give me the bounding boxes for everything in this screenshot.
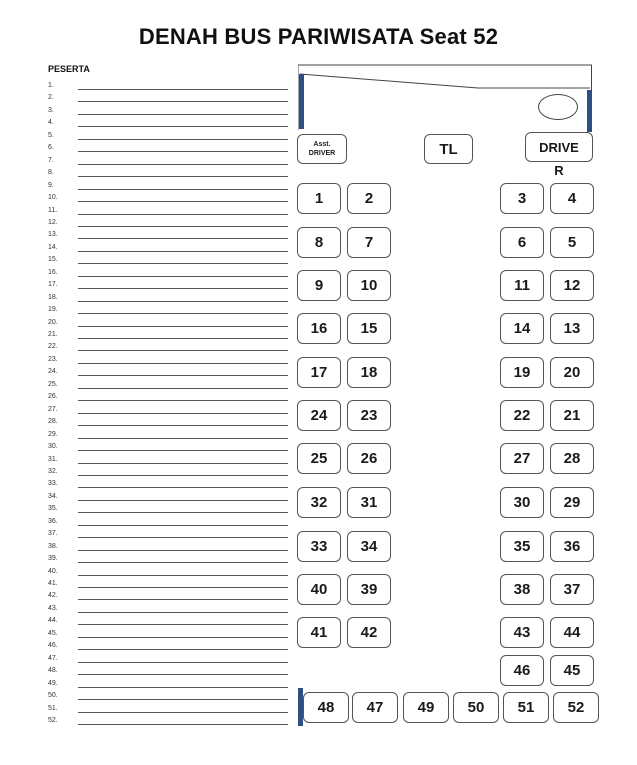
- peserta-row: [48, 655, 288, 665]
- peserta-name-field[interactable]: [78, 139, 288, 140]
- seat[interactable]: 18: [347, 357, 391, 388]
- peserta-name-field[interactable]: [78, 512, 288, 513]
- peserta-row-number: 37.: [48, 530, 58, 538]
- seat[interactable]: 5: [550, 227, 594, 258]
- peserta-row: [48, 244, 288, 254]
- peserta-row-number: 17.: [48, 281, 58, 289]
- seat[interactable]: 46: [500, 655, 544, 686]
- peserta-row-number: 43.: [48, 604, 58, 612]
- seat[interactable]: 10: [347, 270, 391, 301]
- peserta-row-number: 25.: [48, 380, 58, 388]
- seat[interactable]: 24: [297, 400, 341, 431]
- driver-seat-group: [525, 132, 593, 178]
- peserta-row: [48, 605, 288, 615]
- peserta-row-number: 45.: [48, 629, 58, 637]
- peserta-row-number: 27.: [48, 405, 58, 413]
- peserta-row: [48, 431, 288, 441]
- seat[interactable]: 45: [550, 655, 594, 686]
- asst-driver-label-line2: DRIVER: [308, 150, 336, 157]
- peserta-row-number: 46.: [48, 642, 58, 650]
- driver-label-suffix: R: [554, 163, 564, 178]
- seat[interactable]: 32: [297, 487, 341, 518]
- seat[interactable]: 28: [550, 443, 594, 474]
- peserta-row-number: 36.: [48, 517, 58, 525]
- peserta-row: [48, 269, 288, 279]
- peserta-row-number: 34.: [48, 492, 58, 500]
- peserta-row-number: 42.: [48, 592, 58, 600]
- peserta-name-field[interactable]: [78, 89, 288, 90]
- peserta-row-number: 5.: [48, 131, 54, 139]
- peserta-name-field[interactable]: [78, 550, 288, 551]
- peserta-row: [48, 343, 288, 353]
- seat[interactable]: 40: [297, 574, 341, 605]
- seat[interactable]: 42: [347, 617, 391, 648]
- peserta-name-field[interactable]: [78, 114, 288, 115]
- peserta-name-field[interactable]: [78, 313, 288, 314]
- seat[interactable]: 47: [352, 692, 398, 723]
- peserta-row: [48, 468, 288, 478]
- seat[interactable]: 7: [347, 227, 391, 258]
- peserta-name-field[interactable]: [78, 525, 288, 526]
- peserta-row: [48, 157, 288, 167]
- seat[interactable]: 29: [550, 487, 594, 518]
- peserta-row: [48, 381, 288, 391]
- seat[interactable]: 16: [297, 313, 341, 344]
- peserta-row: [48, 82, 288, 92]
- tl-seat[interactable]: TL: [424, 134, 473, 164]
- peserta-row: [48, 182, 288, 192]
- peserta-row: [48, 194, 288, 204]
- peserta-row-number: 11.: [48, 206, 58, 214]
- peserta-name-field[interactable]: [78, 301, 288, 302]
- peserta-name-field[interactable]: [78, 674, 288, 675]
- peserta-name-field[interactable]: [78, 288, 288, 289]
- peserta-row-number: 32.: [48, 467, 58, 475]
- peserta-row-number: 51.: [48, 704, 58, 712]
- peserta-name-field[interactable]: [78, 624, 288, 625]
- page-title: DENAH BUS PARIWISATA Seat 52: [138, 24, 499, 49]
- peserta-row-number: 40.: [48, 567, 58, 575]
- peserta-row: [48, 518, 288, 528]
- peserta-name-field[interactable]: [78, 338, 288, 339]
- peserta-row-number: 13.: [48, 231, 58, 239]
- peserta-row: [48, 393, 288, 403]
- peserta-name-field[interactable]: [78, 350, 288, 351]
- peserta-row: [48, 331, 288, 341]
- peserta-row: [48, 543, 288, 553]
- peserta-row: [48, 219, 288, 229]
- peserta-name-field[interactable]: [78, 562, 288, 563]
- peserta-row-number: 47.: [48, 654, 58, 662]
- seat[interactable]: 14: [500, 313, 544, 344]
- peserta-row-number: 30.: [48, 443, 58, 451]
- peserta-row: [48, 456, 288, 466]
- peserta-row: [48, 717, 288, 727]
- peserta-name-field[interactable]: [78, 413, 288, 414]
- peserta-row: [48, 368, 288, 378]
- peserta-name-field[interactable]: [78, 662, 288, 663]
- peserta-name-field[interactable]: [78, 151, 288, 152]
- peserta-name-field[interactable]: [78, 276, 288, 277]
- peserta-row-number: 14.: [48, 243, 58, 251]
- seat[interactable]: 25: [297, 443, 341, 474]
- peserta-row-number: 39.: [48, 555, 58, 563]
- peserta-row: [48, 705, 288, 715]
- peserta-row: [48, 406, 288, 416]
- peserta-name-field[interactable]: [78, 612, 288, 613]
- seat[interactable]: 43: [500, 617, 544, 648]
- peserta-row: [48, 294, 288, 304]
- seat[interactable]: 12: [550, 270, 594, 301]
- peserta-row-number: 24.: [48, 368, 58, 376]
- seat[interactable]: 1: [297, 183, 341, 214]
- peserta-label: PESERTA: [48, 64, 90, 74]
- peserta-row-number: 16.: [48, 268, 58, 276]
- peserta-row: [48, 555, 288, 565]
- peserta-name-field[interactable]: [78, 463, 288, 464]
- peserta-row: [48, 94, 288, 104]
- seat[interactable]: 21: [550, 400, 594, 431]
- peserta-name-field[interactable]: [78, 126, 288, 127]
- seat[interactable]: 49: [403, 692, 449, 723]
- seat[interactable]: 31: [347, 487, 391, 518]
- peserta-row: [48, 568, 288, 578]
- peserta-row-number: 23.: [48, 355, 58, 363]
- peserta-name-field[interactable]: [78, 587, 288, 588]
- peserta-name-field[interactable]: [78, 438, 288, 439]
- asst-driver-seat[interactable]: [297, 134, 347, 164]
- peserta-name-field[interactable]: [78, 687, 288, 688]
- peserta-row: [48, 630, 288, 640]
- peserta-row-number: 20.: [48, 318, 58, 326]
- peserta-name-field[interactable]: [78, 575, 288, 576]
- seat[interactable]: 6: [500, 227, 544, 258]
- peserta-row: [48, 642, 288, 652]
- peserta-name-field[interactable]: [78, 724, 288, 725]
- front-door-bar: [299, 74, 304, 129]
- seat[interactable]: 41: [297, 617, 341, 648]
- peserta-row: [48, 592, 288, 602]
- peserta-row-number: 38.: [48, 542, 58, 550]
- peserta-row: [48, 493, 288, 503]
- peserta-row-number: 41.: [48, 580, 58, 587]
- seat[interactable]: 17: [297, 357, 341, 388]
- peserta-row-number: 9.: [48, 181, 54, 189]
- peserta-row-number: 21.: [48, 331, 58, 338]
- peserta-row-number: 49.: [48, 679, 58, 687]
- seat[interactable]: 20: [550, 357, 594, 388]
- peserta-row-number: 52.: [48, 716, 58, 724]
- peserta-name-field[interactable]: [78, 201, 288, 202]
- peserta-name-field[interactable]: [78, 487, 288, 488]
- peserta-name-field[interactable]: [78, 699, 288, 700]
- peserta-row-number: 48.: [48, 667, 58, 675]
- peserta-row-number: 18.: [48, 293, 58, 301]
- peserta-row-number: 4.: [48, 119, 54, 127]
- seat[interactable]: 13: [550, 313, 594, 344]
- seat[interactable]: 36: [550, 531, 594, 562]
- peserta-name-field[interactable]: [78, 263, 288, 264]
- peserta-row: [48, 418, 288, 428]
- peserta-row-number: 8.: [48, 169, 54, 177]
- peserta-row: [48, 667, 288, 677]
- peserta-row: [48, 231, 288, 241]
- peserta-row-number: 28.: [48, 418, 58, 426]
- peserta-row: [48, 281, 288, 291]
- seat[interactable]: 15: [347, 313, 391, 344]
- peserta-row: [48, 107, 288, 117]
- peserta-row: [48, 169, 288, 179]
- peserta-name-field[interactable]: [78, 189, 288, 190]
- seat[interactable]: 30: [500, 487, 544, 518]
- peserta-row-number: 6.: [48, 144, 54, 152]
- peserta-row: [48, 207, 288, 217]
- peserta-row-number: 2.: [48, 94, 54, 102]
- peserta-name-field[interactable]: [78, 375, 288, 376]
- peserta-row-number: 7.: [48, 156, 54, 164]
- peserta-row-number: 10.: [48, 194, 58, 202]
- seat[interactable]: 39: [347, 574, 391, 605]
- peserta-name-field[interactable]: [78, 176, 288, 177]
- seat[interactable]: 23: [347, 400, 391, 431]
- peserta-row: [48, 306, 288, 316]
- peserta-row-number: 44.: [48, 617, 58, 625]
- seat[interactable]: 9: [297, 270, 341, 301]
- seat[interactable]: 33: [297, 531, 341, 562]
- seat[interactable]: 38: [500, 574, 544, 605]
- peserta-name-field[interactable]: [78, 101, 288, 102]
- peserta-row: [48, 692, 288, 702]
- peserta-name-field[interactable]: [78, 637, 288, 638]
- seat[interactable]: 11: [500, 270, 544, 301]
- seat[interactable]: 22: [500, 400, 544, 431]
- peserta-row: [48, 144, 288, 154]
- seat[interactable]: 26: [347, 443, 391, 474]
- peserta-row-number: 35.: [48, 505, 58, 513]
- peserta-row: [48, 356, 288, 366]
- peserta-name-field[interactable]: [78, 712, 288, 713]
- peserta-name-field[interactable]: [78, 164, 288, 165]
- peserta-row-number: 26.: [48, 393, 58, 401]
- peserta-name-field[interactable]: [78, 425, 288, 426]
- peserta-row: [48, 617, 288, 627]
- peserta-row: [48, 480, 288, 490]
- peserta-name-field[interactable]: [78, 251, 288, 252]
- peserta-row: [48, 119, 288, 129]
- peserta-row-number: 22.: [48, 343, 58, 351]
- driver-seat[interactable]: DRIVE: [525, 132, 593, 162]
- peserta-name-field[interactable]: [78, 475, 288, 476]
- seat[interactable]: 19: [500, 357, 544, 388]
- peserta-row: [48, 580, 288, 590]
- peserta-name-field[interactable]: [78, 214, 288, 215]
- seat[interactable]: 3: [500, 183, 544, 214]
- peserta-row-number: 12.: [48, 218, 58, 226]
- seat[interactable]: 51: [503, 692, 549, 723]
- peserta-name-field[interactable]: [78, 500, 288, 501]
- peserta-row: [48, 132, 288, 142]
- seat[interactable]: 48: [303, 692, 349, 723]
- peserta-row-number: 1.: [48, 82, 54, 89]
- peserta-name-field[interactable]: [78, 238, 288, 239]
- seat[interactable]: 4: [550, 183, 594, 214]
- seat[interactable]: 50: [453, 692, 499, 723]
- seat[interactable]: 34: [347, 531, 391, 562]
- peserta-name-field[interactable]: [78, 649, 288, 650]
- peserta-row: [48, 680, 288, 690]
- seat[interactable]: 8: [297, 227, 341, 258]
- peserta-name-field[interactable]: [78, 537, 288, 538]
- peserta-row-number: 33.: [48, 480, 58, 488]
- peserta-name-field[interactable]: [78, 599, 288, 600]
- peserta-name-field[interactable]: [78, 400, 288, 401]
- peserta-row: [48, 530, 288, 540]
- peserta-name-field[interactable]: [78, 226, 288, 227]
- peserta-row-number: 3.: [48, 106, 54, 114]
- asst-driver-label-line1: Asst.: [313, 141, 331, 148]
- seat[interactable]: 44: [550, 617, 594, 648]
- rear-door-bar: [298, 688, 303, 726]
- driver-window-bar: [587, 90, 592, 132]
- peserta-row: [48, 443, 288, 453]
- peserta-row-number: 50.: [48, 692, 58, 700]
- peserta-row-number: 29.: [48, 430, 58, 438]
- steering-wheel-icon: [538, 94, 578, 120]
- seat[interactable]: 37: [550, 574, 594, 605]
- peserta-name-field[interactable]: [78, 388, 288, 389]
- peserta-row-number: 19.: [48, 306, 58, 314]
- peserta-row: [48, 319, 288, 329]
- peserta-row: [48, 256, 288, 266]
- seat[interactable]: 52: [553, 692, 599, 723]
- seat[interactable]: 35: [500, 531, 544, 562]
- peserta-name-field[interactable]: [78, 326, 288, 327]
- peserta-name-field[interactable]: [78, 363, 288, 364]
- seat[interactable]: 27: [500, 443, 544, 474]
- seat[interactable]: 2: [347, 183, 391, 214]
- peserta-row-number: 31.: [48, 455, 58, 463]
- peserta-name-field[interactable]: [78, 450, 288, 451]
- peserta-row-number: 15.: [48, 256, 58, 264]
- peserta-row: [48, 505, 288, 515]
